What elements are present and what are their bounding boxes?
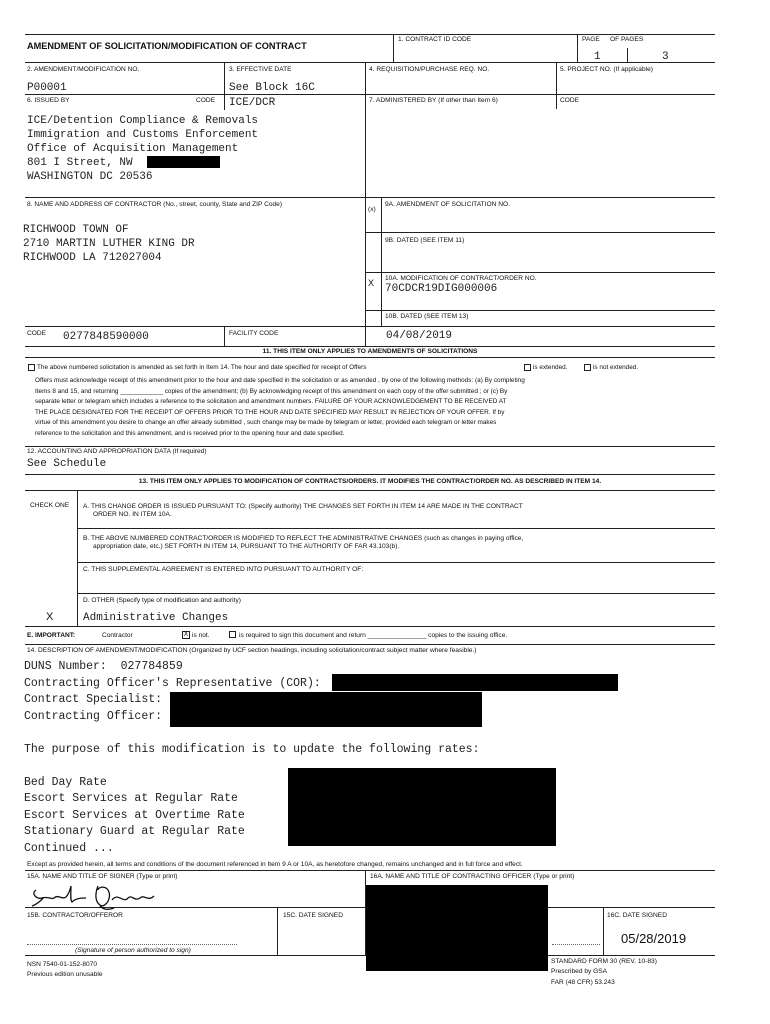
rule xyxy=(77,490,78,626)
standard-form-label: STANDARD FORM 30 (REV. 10-83) xyxy=(551,958,657,965)
signature-caption: (Signature of person authorized to sign) xyxy=(75,947,191,954)
rule xyxy=(365,310,715,311)
rule xyxy=(25,326,715,327)
checkbox[interactable] xyxy=(229,631,236,638)
rule xyxy=(25,357,715,358)
dated-10b-label: 10B. DATED (SEE ITEM 13) xyxy=(385,313,469,320)
item11-body-line: THE PLACE DESIGNATED FOR THE RECEIPT OF OFFERS PRIOR TO THE HOUR AND DATE SPECIFIED MAY RESULT IN REJECTION OF YOUR OFFER. If by xyxy=(35,408,505,416)
purpose-line: The purpose of this modification is to update the following rates: xyxy=(24,742,480,756)
contract-specialist-line: Contract Specialist: xyxy=(24,693,163,706)
rule xyxy=(25,346,715,347)
rule xyxy=(25,644,715,645)
rule xyxy=(25,474,715,475)
redaction-box xyxy=(170,692,482,727)
amendment-no-label: 2. AMENDMENT/MODIFICATION NO. xyxy=(27,66,140,73)
rule xyxy=(365,272,715,273)
item13-a-line: ORDER NO. IN ITEM 10A. xyxy=(93,511,172,518)
rule xyxy=(224,94,225,110)
amendment-no-value: P00001 xyxy=(27,82,67,94)
previous-edition-label: Previous edition unusable xyxy=(27,971,103,978)
facility-code-label: FACILITY CODE xyxy=(229,330,279,337)
is-extended-label: is extended. xyxy=(533,364,568,371)
rule xyxy=(365,62,366,346)
signature-line xyxy=(552,944,600,945)
rule xyxy=(77,528,715,529)
rule xyxy=(577,34,578,62)
rate-line: Escort Services at Regular Rate xyxy=(24,792,238,805)
page-label: PAGE xyxy=(582,36,600,43)
prescribed-label: Prescribed by GSA xyxy=(551,968,608,975)
item11-body-line: Items 8 and 15, and returning ____________ copies of the amendment; (b) By acknowledging receipt of this amendment on each copy of the offer submitted ; or (c) By xyxy=(35,387,508,395)
page-number: 1 xyxy=(594,51,601,63)
contractor-offeror-label: 15B. CONTRACTOR/OFFEROR xyxy=(27,912,123,919)
item11-title: 11. THIS ITEM ONLY APPLIES TO AMENDMENTS OF SOLICITATIONS xyxy=(262,348,478,355)
is-required-label: is required to sign this document and return ________________ copies to the issuing office. xyxy=(239,632,508,639)
contract-id-code-label: 1. CONTRACT ID CODE xyxy=(398,36,472,43)
is-not-extended-label: is not extended. xyxy=(593,364,639,371)
date-signed-15c-label: 15C. DATE SIGNED xyxy=(283,912,343,919)
rule xyxy=(25,62,715,63)
contractor-label: Contractor xyxy=(102,632,133,639)
rule xyxy=(25,94,715,95)
contractor-address-line: 2710 MARTIN LUTHER KING DR xyxy=(23,238,195,250)
of-pages-label: OF PAGES xyxy=(610,36,644,43)
requisition-label: 4. REQUISITION/PURCHASE REQ. NO. xyxy=(369,66,490,73)
item13-title: 13. THIS ITEM ONLY APPLIES TO MODIFICATION OF CONTRACTS/ORDERS. IT MODIFIES THE CONTRACT/ORDER NO. AS DESCRIBED IN ITEM 14. xyxy=(138,478,602,485)
rate-line: Stationary Guard at Regular Rate xyxy=(24,825,245,838)
check-one-label: CHECK ONE xyxy=(30,502,70,509)
redaction-box xyxy=(288,768,556,846)
contractor-address-line: RICHWOOD TOWN OF xyxy=(23,224,129,236)
rule xyxy=(365,232,715,233)
redaction-box xyxy=(147,156,220,168)
total-pages: 3 xyxy=(662,51,669,63)
accounting-label: 12. ACCOUNTING AND APPROPRIATION DATA (If required) xyxy=(27,448,207,455)
rule xyxy=(25,626,715,627)
issued-by-line: Office of Acquisition Management xyxy=(27,143,239,155)
contractor-signature-image xyxy=(28,882,168,912)
rate-line: Escort Services at Overtime Rate xyxy=(24,808,245,822)
description-label: 14. DESCRIPTION OF AMENDMENT/MODIFICATION (Organized by UCF section headings, including solicitation/contract subject matter where feasible.) xyxy=(27,647,477,654)
administered-by-label: 7. ADMINISTERED BY (If other than Item 6) xyxy=(369,97,498,104)
redaction-box xyxy=(332,674,618,691)
rule xyxy=(556,62,557,94)
rule xyxy=(77,593,715,594)
rule xyxy=(603,907,604,955)
rule xyxy=(393,34,394,62)
item11-body-line: reference to the solicitation and this amendment, and is received prior to the opening hour and date specified. xyxy=(35,429,345,437)
dated-9b-label: 9B. DATED (SEE ITEM 11) xyxy=(385,237,465,244)
checkbox[interactable] xyxy=(524,364,531,371)
date-signed-16c-label: 16C. DATE SIGNED xyxy=(607,912,667,919)
contracting-officer-name-label: 16A. NAME AND TITLE OF CONTRACTING OFFICER (Type or print) xyxy=(370,873,575,880)
item11-body-line: Offers must acknowledge receipt of this amendment prior to the hour and date specified in the solicitation or as amended , by one of the following methods: (a) By completing xyxy=(35,377,525,384)
rule xyxy=(224,62,225,94)
issued-by-line: Immigration and Customs Enforcement xyxy=(27,129,259,141)
rule xyxy=(381,197,382,326)
contractor-address-label: 8. NAME AND ADDRESS OF CONTRACTOR (No., street, county, State and ZIP Code) xyxy=(27,201,283,208)
rule xyxy=(627,48,628,62)
issued-by-label: 6. ISSUED BY xyxy=(27,97,70,104)
signature-line xyxy=(27,944,237,945)
item11-body-line: separate letter or telegram which includes a reference to the solicitation and amendment numbers. FAILURE OF YOUR ACKNOWLEDGEMENT TO BE RECEIVED AT xyxy=(35,398,507,405)
nsn-label: NSN 7540-01-152-8070 xyxy=(27,961,98,968)
amendment-solicitation-label: 9A. AMENDMENT OF SOLICITATION NO. xyxy=(385,201,510,208)
date-signed-16c-value: 05/28/2019 xyxy=(621,931,687,946)
rule xyxy=(25,197,715,198)
item11-line: The above numbered solicitation is amended as set forth in Item 14. The hour and date specified for receipt of Offers xyxy=(37,364,367,371)
x-column-label: (x) xyxy=(368,206,376,213)
rule xyxy=(224,326,225,346)
rule xyxy=(277,907,278,955)
contractor-code-value: 0277848590000 xyxy=(63,331,149,343)
rule xyxy=(25,870,715,871)
duns-number: DUNS Number: 027784859 xyxy=(24,660,183,673)
contractor-address-line: RICHWOOD LA 712027004 xyxy=(23,252,162,264)
item13-d-line: D. OTHER (Specify type of modification and authority) xyxy=(83,597,241,604)
issued-by-line: ICE/Detention Compliance & Removals xyxy=(27,115,259,127)
is-not-checkbox[interactable]: X xyxy=(183,631,189,638)
item13-c-line: C. THIS SUPPLEMENTAL AGREEMENT IS ENTERED INTO PURSUANT TO AUTHORITY OF: xyxy=(83,566,364,573)
item13-d-mark: X xyxy=(46,611,54,623)
effective-date-label: 3. EFFECTIVE DATE xyxy=(229,66,292,73)
rule xyxy=(556,94,557,109)
contracting-officer-line: Contracting Officer: xyxy=(24,709,163,723)
rule xyxy=(77,562,715,563)
is-not-label: is not. xyxy=(192,632,210,639)
continued-line: Continued ... xyxy=(24,841,114,855)
item13-a-line: A. THIS CHANGE ORDER IS ISSUED PURSUANT TO: (Specify authority) THE CHANGES SET FORTH IN ITEM 14 ARE MADE IN THE CONTRACT xyxy=(83,503,523,510)
cor-line: Contracting Officer's Representative (COR): xyxy=(24,676,321,690)
rate-line: Bed Day Rate xyxy=(24,775,107,789)
dated-10b-value: 04/08/2019 xyxy=(386,330,453,342)
issued-by-code-label: CODE xyxy=(196,97,216,104)
issued-by-code: ICE/DCR xyxy=(229,97,276,109)
signer-name-label: 15A. NAME AND TITLE OF SIGNER (Type or print) xyxy=(27,873,178,880)
rule xyxy=(25,34,715,35)
effective-date-value: See Block 16C xyxy=(229,82,315,94)
important-label: E. IMPORTANT: xyxy=(27,632,76,639)
redaction-box xyxy=(366,885,548,971)
item13-d-value: Administrative Changes xyxy=(83,612,229,624)
modification-mark: X xyxy=(368,278,375,288)
item13-b-line: appropriation date, etc.) SET FORTH IN ITEM 14, PURSUANT TO THE AUTHORITY OF FAR 43.103(b). xyxy=(93,543,400,550)
accounting-value: See Schedule xyxy=(27,458,107,470)
item11-body-line: virtue of this amendment you desire to change an offer already submitted , such change may be made by telegram or letter, provided each telegram or letter makes xyxy=(35,419,497,426)
form-title: AMENDMENT OF SOLICITATION/MODIFICATION OF CONTRACT xyxy=(27,41,307,51)
administered-by-code-label: CODE xyxy=(560,97,580,104)
item13-b-line: B. THE ABOVE NUMBERED CONTRACT/ORDER IS MODIFIED TO REFLECT THE ADMINISTRATIVE CHANGES (such as changes in paying office, xyxy=(83,535,524,542)
modification-contract-value: 70CDCR19DIG000006 xyxy=(385,283,498,295)
contractor-code-label: CODE xyxy=(27,330,47,337)
project-no-label: 5. PROJECT NO. (If applicable) xyxy=(560,66,653,73)
issued-by-line: 801 I Street, NW xyxy=(27,157,133,169)
far-label: FAR (48 CFR) 53.243 xyxy=(551,979,615,986)
rule xyxy=(25,490,715,491)
checkbox[interactable] xyxy=(584,364,591,371)
checkbox[interactable] xyxy=(28,364,35,371)
footer-note: Except as provided herein, all terms and conditions of the document referenced in Item 9 A or 10A, as heretofore changed, remains unchanged and in full force and effect. xyxy=(27,861,523,868)
rule xyxy=(25,446,715,447)
issued-by-line: WASHINGTON DC 20536 xyxy=(27,171,153,183)
modification-contract-label: 10A. MODIFICATION OF CONTRACT/ORDER NO. xyxy=(385,275,537,282)
